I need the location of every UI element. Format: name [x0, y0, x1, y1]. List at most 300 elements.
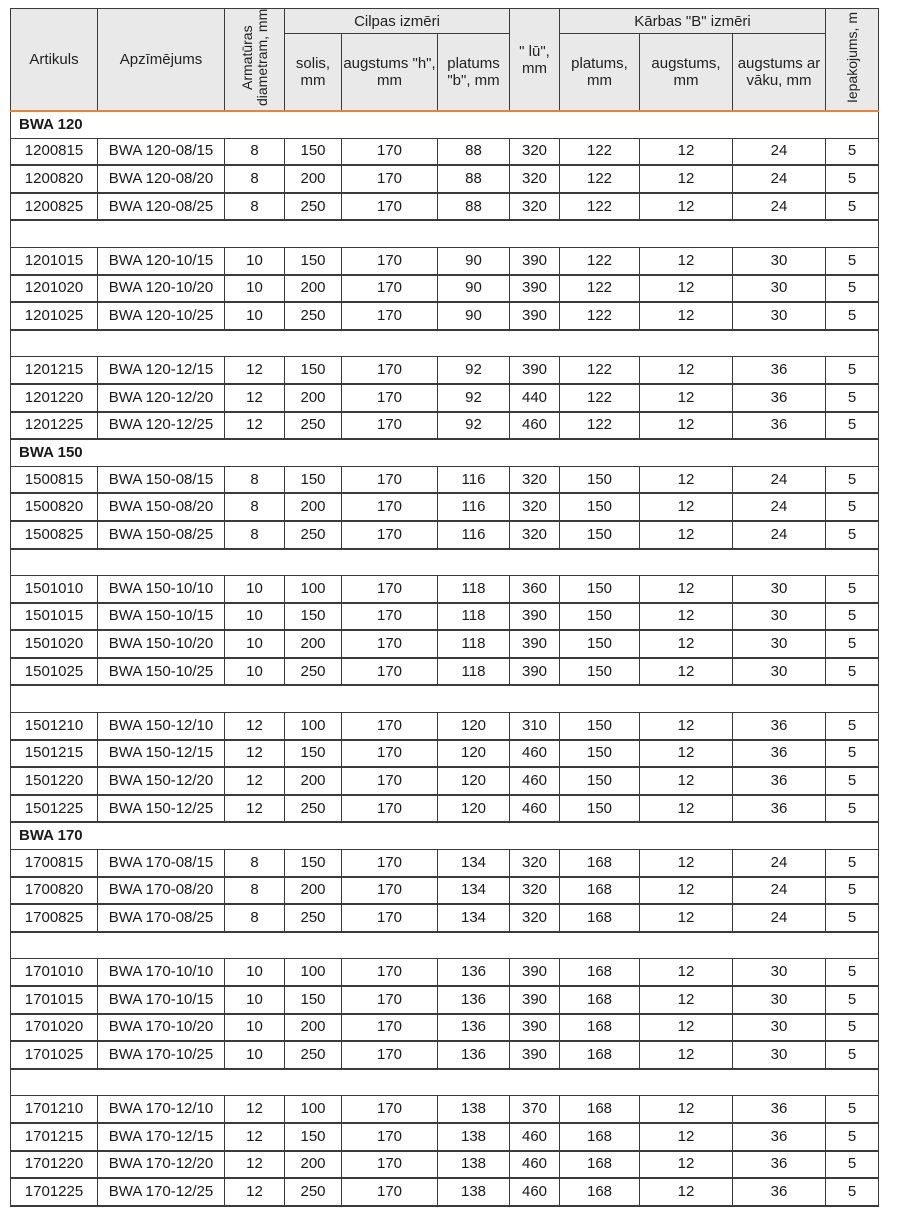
table-cell: BWA 120-10/15: [98, 247, 225, 274]
table-cell: BWA 120-10/25: [98, 302, 225, 330]
table-cell: 5: [826, 658, 879, 686]
table-cell: 5: [826, 713, 879, 740]
table-cell: 12: [640, 658, 733, 686]
table-cell: 12: [225, 384, 285, 412]
table-cell: 120: [438, 795, 510, 823]
table-cell: 36: [733, 713, 826, 740]
table-cell: 1500820: [11, 493, 98, 521]
table-cell: 168: [560, 877, 640, 905]
table-row: [11, 384, 879, 412]
table-cell: 118: [438, 630, 510, 658]
table-cell: 12: [225, 767, 285, 795]
table-header: [11, 9, 879, 112]
table-cell: 170: [342, 247, 438, 274]
table-cell: 10: [225, 959, 285, 986]
table-row: [11, 658, 879, 686]
table-cell: 12: [225, 412, 285, 440]
table-cell: BWA 120-08/15: [98, 138, 225, 165]
spacer-cell: [11, 549, 879, 576]
group-title: BWA 120: [11, 111, 879, 138]
table-cell: 5: [826, 1041, 879, 1069]
table-cell: 5: [826, 877, 879, 905]
table-cell: 12: [225, 713, 285, 740]
table-cell: 1501010: [11, 576, 98, 603]
table-cell: 170: [342, 658, 438, 686]
header-cilpas-group: Cilpas izmēri: [285, 9, 510, 34]
header-augstums-h: augstums "h", mm: [342, 34, 438, 112]
table-cell: 170: [342, 1151, 438, 1179]
table-cell: 170: [342, 493, 438, 521]
table-cell: 5: [826, 986, 879, 1014]
table-cell: 12: [225, 1096, 285, 1123]
table-cell: BWA 170-08/25: [98, 904, 225, 932]
table-cell: 250: [285, 904, 342, 932]
table-cell: 138: [438, 1151, 510, 1179]
table-row: [11, 1123, 879, 1151]
table-cell: 136: [438, 959, 510, 986]
table-cell: 12: [640, 630, 733, 658]
table-cell: 250: [285, 1041, 342, 1069]
table-cell: 150: [560, 658, 640, 686]
table-row: [11, 493, 879, 521]
table-cell: 1501020: [11, 630, 98, 658]
table-cell: 170: [342, 986, 438, 1014]
table-cell: 168: [560, 1123, 640, 1151]
table-cell: 24: [733, 466, 826, 493]
table-cell: 8: [225, 521, 285, 549]
table-cell: 10: [225, 986, 285, 1014]
table-cell: 170: [342, 412, 438, 440]
table-cell: 310: [510, 713, 560, 740]
table-cell: 8: [225, 165, 285, 193]
table-cell: 24: [733, 521, 826, 549]
table-cell: 8: [225, 138, 285, 165]
table-cell: 320: [510, 877, 560, 905]
table-cell: 150: [285, 740, 342, 768]
table-cell: 12: [225, 1178, 285, 1206]
table-cell: 1201015: [11, 247, 98, 274]
table-cell: 8: [225, 493, 285, 521]
table-cell: 122: [560, 357, 640, 384]
table-cell: 24: [733, 493, 826, 521]
table-cell: 250: [285, 521, 342, 549]
table-row: [11, 850, 879, 877]
table-row: [11, 576, 879, 603]
table-cell: 122: [560, 247, 640, 274]
table-cell: 1501025: [11, 658, 98, 686]
table-cell: 12: [640, 193, 733, 221]
table-cell: 1501225: [11, 795, 98, 823]
table-cell: 134: [438, 904, 510, 932]
table-cell: 170: [342, 193, 438, 221]
table-cell: 12: [640, 165, 733, 193]
table-cell: 150: [560, 740, 640, 768]
table-cell: 30: [733, 630, 826, 658]
table-cell: 200: [285, 165, 342, 193]
table-cell: 122: [560, 412, 640, 440]
table-cell: 170: [342, 521, 438, 549]
table-cell: 30: [733, 658, 826, 686]
table-cell: 12: [640, 767, 733, 795]
table-cell: 1200815: [11, 138, 98, 165]
table-row: [11, 795, 879, 823]
table-cell: 12: [225, 1123, 285, 1151]
table-cell: 36: [733, 384, 826, 412]
spacer-row: [11, 549, 879, 576]
table-row: [11, 165, 879, 193]
table-cell: 88: [438, 193, 510, 221]
table-cell: 320: [510, 165, 560, 193]
group-row: [11, 822, 879, 849]
table-row: [11, 986, 879, 1014]
spacer-cell: [11, 1069, 879, 1096]
table-cell: 150: [560, 795, 640, 823]
table-cell: 122: [560, 384, 640, 412]
spacer-row: [11, 330, 879, 357]
table-cell: 170: [342, 630, 438, 658]
group-title: BWA 150: [11, 439, 879, 466]
table-cell: 390: [510, 275, 560, 303]
table-cell: 5: [826, 795, 879, 823]
table-cell: BWA 120-10/20: [98, 275, 225, 303]
table-row: [11, 713, 879, 740]
table-cell: 30: [733, 302, 826, 330]
table-cell: 320: [510, 850, 560, 877]
table-cell: 12: [640, 576, 733, 603]
table-row: [11, 466, 879, 493]
table-cell: 390: [510, 357, 560, 384]
table-cell: 24: [733, 193, 826, 221]
table-cell: BWA 150-12/10: [98, 713, 225, 740]
group-row: [11, 439, 879, 466]
table-cell: 200: [285, 877, 342, 905]
table-cell: BWA 170-10/20: [98, 1014, 225, 1042]
table-row: [11, 412, 879, 440]
table-cell: 36: [733, 357, 826, 384]
table-cell: 1701220: [11, 1151, 98, 1179]
table-cell: 390: [510, 302, 560, 330]
table-cell: 1700825: [11, 904, 98, 932]
table-cell: 120: [438, 767, 510, 795]
table-cell: 12: [640, 1096, 733, 1123]
table-cell: 200: [285, 1151, 342, 1179]
table-cell: 150: [285, 986, 342, 1014]
table-cell: 390: [510, 630, 560, 658]
table-cell: 170: [342, 767, 438, 795]
table-cell: 92: [438, 412, 510, 440]
table-cell: 170: [342, 850, 438, 877]
table-cell: 122: [560, 193, 640, 221]
table-cell: 100: [285, 1096, 342, 1123]
table-cell: 168: [560, 904, 640, 932]
table-row: [11, 767, 879, 795]
table-cell: 150: [285, 357, 342, 384]
table-cell: 136: [438, 1014, 510, 1042]
table-cell: 1201020: [11, 275, 98, 303]
table-cell: 10: [225, 1014, 285, 1042]
table-cell: 150: [560, 767, 640, 795]
table-cell: BWA 170-10/15: [98, 986, 225, 1014]
table-cell: 12: [640, 986, 733, 1014]
table-cell: 170: [342, 384, 438, 412]
table-cell: BWA 150-08/25: [98, 521, 225, 549]
table-cell: 168: [560, 986, 640, 1014]
table-cell: 150: [285, 603, 342, 631]
table-cell: 30: [733, 1041, 826, 1069]
table-cell: 12: [640, 1041, 733, 1069]
table-cell: 5: [826, 630, 879, 658]
table-cell: BWA 150-12/25: [98, 795, 225, 823]
table-cell: 122: [560, 165, 640, 193]
table-cell: 370: [510, 1096, 560, 1123]
table-cell: 138: [438, 1096, 510, 1123]
table-cell: 5: [826, 165, 879, 193]
table-cell: 120: [438, 713, 510, 740]
table-cell: 1701015: [11, 986, 98, 1014]
table-cell: 170: [342, 877, 438, 905]
table-cell: 5: [826, 576, 879, 603]
header-armaturas-diametrs: [225, 9, 285, 112]
header-armaturas-text: Armatūras diametram, mm: [238, 8, 270, 107]
table-cell: 24: [733, 877, 826, 905]
table-cell: 320: [510, 493, 560, 521]
table-cell: 5: [826, 275, 879, 303]
table-cell: 5: [826, 357, 879, 384]
table-cell: 170: [342, 1014, 438, 1042]
table-cell: 460: [510, 1151, 560, 1179]
table-cell: 12: [640, 904, 733, 932]
table-cell: 5: [826, 302, 879, 330]
table-cell: 1201225: [11, 412, 98, 440]
table-cell: 120: [438, 740, 510, 768]
table-cell: 134: [438, 850, 510, 877]
table-cell: 170: [342, 1041, 438, 1069]
table-cell: 5: [826, 1014, 879, 1042]
table-cell: 100: [285, 959, 342, 986]
table-cell: 390: [510, 1041, 560, 1069]
table-cell: 12: [640, 302, 733, 330]
table-row: [11, 740, 879, 768]
table-cell: 150: [560, 630, 640, 658]
table-cell: 8: [225, 193, 285, 221]
spacer-row: [11, 220, 879, 247]
table-cell: BWA 170-12/15: [98, 1123, 225, 1151]
table-cell: 1701215: [11, 1123, 98, 1151]
table-cell: 150: [285, 138, 342, 165]
table-cell: 250: [285, 658, 342, 686]
table-cell: 460: [510, 412, 560, 440]
table-cell: 12: [640, 466, 733, 493]
table-cell: 12: [225, 795, 285, 823]
table-row: [11, 603, 879, 631]
header-karbas-group: Kārbas "B" izmēri: [560, 9, 826, 34]
table-cell: 30: [733, 603, 826, 631]
table-row: [11, 1041, 879, 1069]
table-cell: 150: [560, 493, 640, 521]
table-cell: 118: [438, 576, 510, 603]
table-cell: 168: [560, 1178, 640, 1206]
table-cell: 1701025: [11, 1041, 98, 1069]
table-cell: 1701210: [11, 1096, 98, 1123]
spacer-cell: [11, 330, 879, 357]
table-cell: 1701010: [11, 959, 98, 986]
table-cell: 390: [510, 1014, 560, 1042]
table-cell: 390: [510, 959, 560, 986]
table-cell: 170: [342, 1178, 438, 1206]
table-cell: 10: [225, 302, 285, 330]
table-cell: 134: [438, 877, 510, 905]
table-row: [11, 521, 879, 549]
table-cell: 10: [225, 658, 285, 686]
table-cell: 170: [342, 165, 438, 193]
table-cell: 168: [560, 1151, 640, 1179]
table-cell: 390: [510, 603, 560, 631]
table-cell: 1501015: [11, 603, 98, 631]
product-table-container: [10, 8, 878, 1207]
table-row: [11, 1151, 879, 1179]
table-cell: 1501210: [11, 713, 98, 740]
table-cell: 24: [733, 138, 826, 165]
table-cell: 12: [225, 740, 285, 768]
table-cell: 12: [640, 740, 733, 768]
table-cell: 138: [438, 1178, 510, 1206]
table-cell: 12: [640, 247, 733, 274]
table-cell: BWA 170-10/25: [98, 1041, 225, 1069]
table-cell: 320: [510, 521, 560, 549]
table-cell: 36: [733, 1151, 826, 1179]
table-cell: 5: [826, 603, 879, 631]
table-row: [11, 1178, 879, 1206]
table-row: [11, 877, 879, 905]
table-cell: BWA 150-08/20: [98, 493, 225, 521]
table-cell: 5: [826, 740, 879, 768]
table-cell: 390: [510, 986, 560, 1014]
table-cell: 24: [733, 850, 826, 877]
table-cell: 170: [342, 713, 438, 740]
table-cell: 12: [640, 384, 733, 412]
spacer-row: [11, 685, 879, 712]
table-cell: 12: [640, 1178, 733, 1206]
table-cell: 92: [438, 357, 510, 384]
table-cell: 100: [285, 576, 342, 603]
table-cell: 170: [342, 302, 438, 330]
table-cell: 5: [826, 959, 879, 986]
spacer-row: [11, 932, 879, 959]
table-cell: 168: [560, 850, 640, 877]
table-cell: 168: [560, 1041, 640, 1069]
table-row: [11, 1096, 879, 1123]
table-cell: BWA 150-08/15: [98, 466, 225, 493]
table-cell: 8: [225, 466, 285, 493]
table-cell: 8: [225, 877, 285, 905]
table-cell: 8: [225, 904, 285, 932]
table-cell: 320: [510, 466, 560, 493]
table-cell: 36: [733, 412, 826, 440]
table-cell: 250: [285, 795, 342, 823]
header-solis: solis, mm: [285, 34, 342, 112]
table-cell: BWA 170-08/20: [98, 877, 225, 905]
table-cell: 460: [510, 795, 560, 823]
table-cell: 122: [560, 275, 640, 303]
table-row: [11, 138, 879, 165]
table-cell: 440: [510, 384, 560, 412]
table-cell: 138: [438, 1123, 510, 1151]
table-cell: 250: [285, 412, 342, 440]
table-cell: 250: [285, 302, 342, 330]
table-cell: 36: [733, 1123, 826, 1151]
table-cell: 90: [438, 275, 510, 303]
table-cell: 5: [826, 466, 879, 493]
table-cell: 30: [733, 986, 826, 1014]
table-cell: 360: [510, 576, 560, 603]
table-cell: BWA 120-12/15: [98, 357, 225, 384]
table-row: [11, 193, 879, 221]
table-cell: 5: [826, 521, 879, 549]
table-cell: 5: [826, 767, 879, 795]
table-cell: 150: [560, 521, 640, 549]
table-cell: 1201025: [11, 302, 98, 330]
table-cell: BWA 150-10/15: [98, 603, 225, 631]
table-cell: 170: [342, 904, 438, 932]
table-cell: 460: [510, 1123, 560, 1151]
table-cell: 150: [560, 713, 640, 740]
table-cell: BWA 150-10/10: [98, 576, 225, 603]
table-cell: BWA 170-08/15: [98, 850, 225, 877]
table-cell: 12: [640, 1151, 733, 1179]
table-cell: 12: [640, 795, 733, 823]
table-cell: 150: [560, 603, 640, 631]
table-cell: 170: [342, 466, 438, 493]
table-cell: 12: [640, 1123, 733, 1151]
table-cell: BWA 150-12/20: [98, 767, 225, 795]
table-cell: 170: [342, 576, 438, 603]
table-cell: BWA 120-08/20: [98, 165, 225, 193]
table-cell: BWA 170-10/10: [98, 959, 225, 986]
table-cell: 12: [640, 850, 733, 877]
table-cell: BWA 170-12/10: [98, 1096, 225, 1123]
table-cell: 200: [285, 493, 342, 521]
table-cell: 5: [826, 412, 879, 440]
table-cell: 10: [225, 603, 285, 631]
spacer-cell: [11, 932, 879, 959]
table-cell: 5: [826, 384, 879, 412]
table-cell: 8: [225, 850, 285, 877]
header-iepakojums-text: Iepakojums, m: [843, 11, 860, 104]
table-cell: 122: [560, 138, 640, 165]
table-cell: 30: [733, 247, 826, 274]
header-karbas-augstums-vaku: augstums ar vāku, mm: [733, 34, 826, 112]
table-cell: 390: [510, 658, 560, 686]
table-cell: 90: [438, 247, 510, 274]
spacer-cell: [11, 685, 879, 712]
table-cell: 150: [285, 247, 342, 274]
table-cell: 5: [826, 247, 879, 274]
table-cell: 12: [640, 713, 733, 740]
table-cell: 170: [342, 1123, 438, 1151]
table-cell: 24: [733, 904, 826, 932]
table-cell: 200: [285, 275, 342, 303]
table-row: [11, 630, 879, 658]
spacer-row: [11, 1069, 879, 1096]
table-cell: 12: [640, 493, 733, 521]
table-cell: 460: [510, 740, 560, 768]
table-cell: 5: [826, 904, 879, 932]
table-cell: 170: [342, 138, 438, 165]
spacer-cell: [11, 220, 879, 247]
table-cell: 320: [510, 193, 560, 221]
table-cell: 10: [225, 275, 285, 303]
table-cell: 5: [826, 1178, 879, 1206]
